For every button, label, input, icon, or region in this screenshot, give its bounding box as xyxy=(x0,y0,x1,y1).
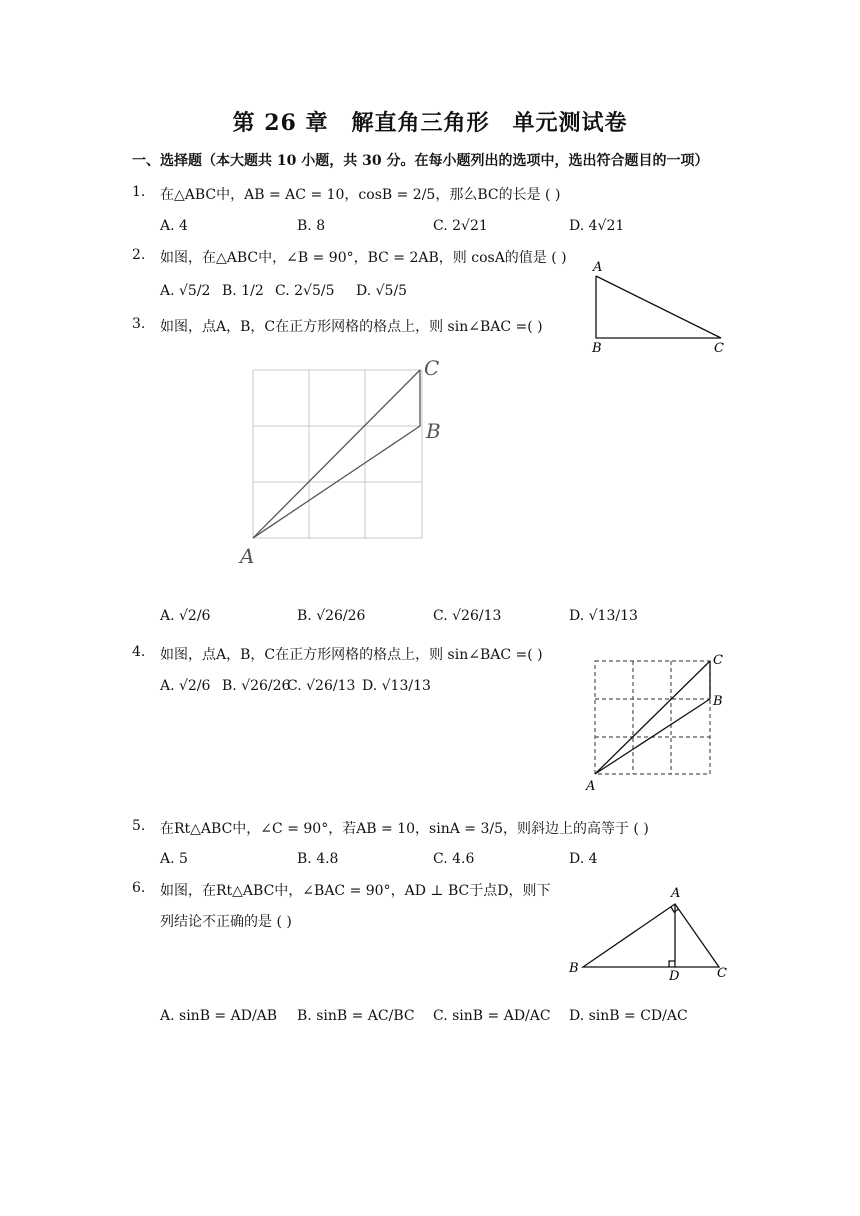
question-text: 如图，在△ABC中，∠B = 90°，BC = 2AB，则 cosA的值是 ( ) xyxy=(160,250,567,266)
question-number: 3. xyxy=(132,316,146,332)
option-d: D. √13/13 xyxy=(569,608,638,624)
option-a: A. 5 xyxy=(160,851,188,867)
option-b: B. √26/26 xyxy=(222,678,291,694)
option-a: A. 4 xyxy=(160,218,188,234)
option-a: A. sinB = AD/AB xyxy=(160,1008,278,1024)
option-d: D. 4√21 xyxy=(569,218,625,234)
option-d: D. √5/5 xyxy=(356,283,408,299)
label-b: B xyxy=(592,341,602,356)
option-b: B. sinB = AC/BC xyxy=(297,1008,415,1024)
option-d: D. √13/13 xyxy=(362,678,431,694)
question-number: 5. xyxy=(132,818,146,834)
label-a: A xyxy=(593,260,603,275)
option-c: C. 2√5/5 xyxy=(275,283,335,299)
question-text: 如图，点A，B，C在正方形网格的格点上，则 sin∠BAC =( ) xyxy=(160,647,543,663)
question-number: 2. xyxy=(132,247,146,263)
label-a: A xyxy=(586,779,596,794)
option-c: C. 4.6 xyxy=(433,851,475,867)
label-b: B xyxy=(713,694,723,709)
label-a: A xyxy=(671,886,681,901)
option-a: A. √2/6 xyxy=(160,608,211,624)
label-a: A xyxy=(240,544,255,568)
figure-q4-grid xyxy=(580,648,730,793)
option-a: A. √5/2 xyxy=(160,283,211,299)
figure-q6-triangle xyxy=(565,882,735,982)
question-number: 1. xyxy=(132,184,146,200)
option-c: C. √26/13 xyxy=(287,678,356,694)
option-d: D. sinB = CD/AC xyxy=(569,1008,688,1024)
option-b: B. √26/26 xyxy=(297,608,366,624)
page-title: 第 26 章 解直角三角形 单元测试卷 xyxy=(232,110,628,136)
option-b: B. 8 xyxy=(297,218,326,234)
option-d: D. 4 xyxy=(569,851,598,867)
option-c: C. 2√21 xyxy=(433,218,488,234)
option-a: A. √2/6 xyxy=(160,678,211,694)
question-text-line2: 列结论不正确的是 ( ) xyxy=(160,914,292,930)
label-c: C xyxy=(424,356,440,380)
option-c: C. √26/13 xyxy=(433,608,502,624)
figure-q3-grid xyxy=(238,355,453,570)
label-c: C xyxy=(714,341,724,356)
question-number: 4. xyxy=(132,644,146,660)
label-c: C xyxy=(717,966,727,981)
question-text: 如图，点A，B，C在正方形网格的格点上，则 sin∠BAC =( ) xyxy=(160,319,543,335)
option-c: C. sinB = AD/AC xyxy=(433,1008,551,1024)
question-text-line1: 如图，在Rt△ABC中，∠BAC = 90°，AD ⊥ BC于点D，则下 xyxy=(160,883,551,899)
label-d: D xyxy=(669,969,680,984)
question-number: 6. xyxy=(132,880,146,896)
label-b: B xyxy=(426,419,441,443)
label-c: C xyxy=(713,653,723,668)
label-b: B xyxy=(569,961,579,976)
question-text: 在Rt△ABC中，∠C = 90°，若AB = 10，sinA = 3/5，则斜边上的高等于 ( ) xyxy=(160,821,649,837)
option-b: B. 4.8 xyxy=(297,851,339,867)
option-b: B. 1/2 xyxy=(222,283,264,299)
figure-q2-triangle xyxy=(585,258,735,356)
question-text: 在△ABC中，AB = AC = 10，cosB = 2/5，那么BC的长是 ( ) xyxy=(160,187,561,203)
section-heading: 一、选择题（本大题共 10 小题，共 30 分。在每小题列出的选项中，选出符合题目的一项） xyxy=(132,153,709,169)
